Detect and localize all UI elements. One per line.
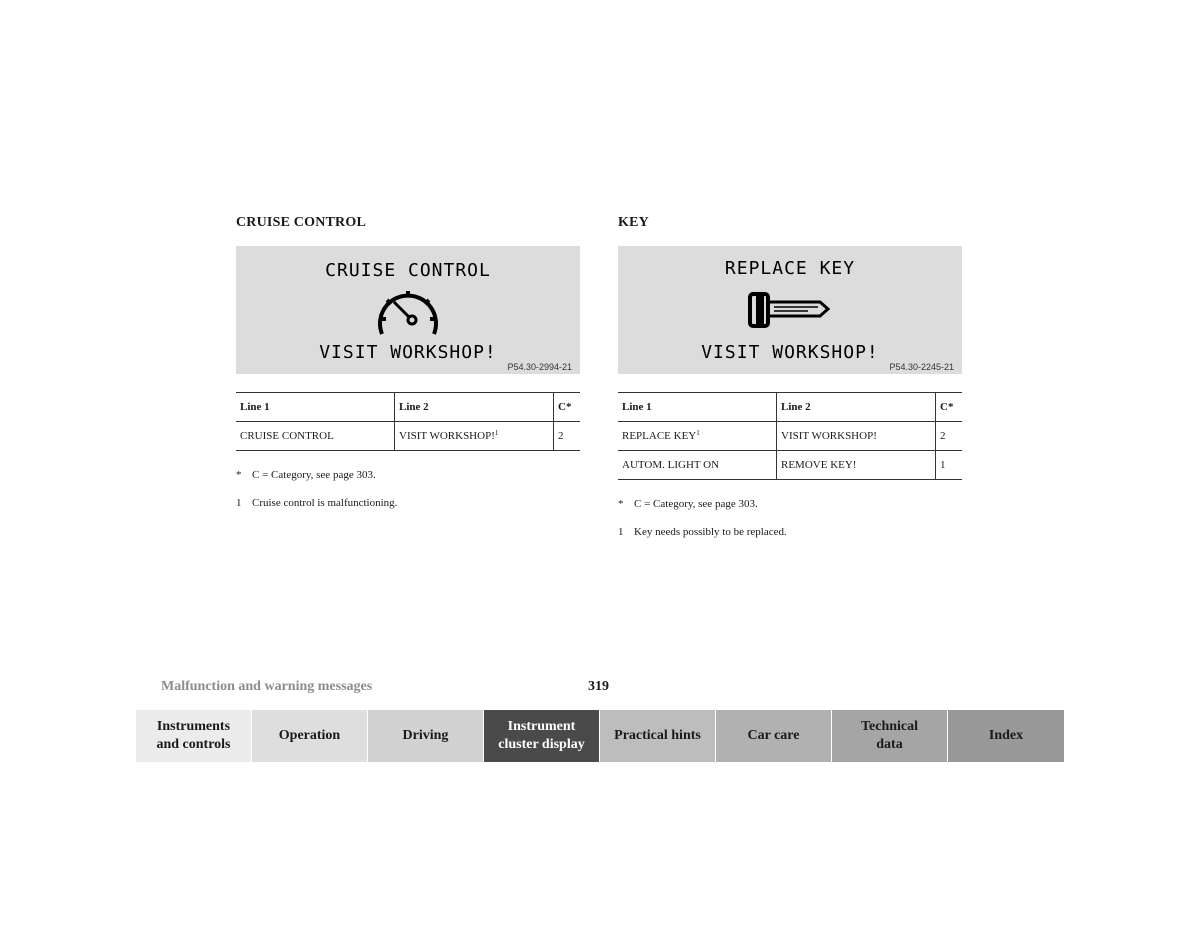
cell-category: 2: [554, 422, 581, 451]
table-header-row: [236, 393, 580, 422]
footnote: [236, 497, 580, 509]
speedometer-icon: [372, 282, 444, 342]
message-table: [236, 392, 580, 451]
figure-code: P54.30-2994-21: [507, 362, 572, 372]
key-section: [618, 214, 962, 538]
tab-car-care[interactable]: Car care: [716, 710, 832, 762]
header-line1: Line 1: [236, 393, 395, 422]
display-illustration: [618, 246, 962, 374]
footnote-mark: *: [236, 469, 242, 481]
display-line-top: CRUISE CONTROL: [325, 260, 491, 281]
table-header-row: [618, 393, 962, 422]
footnote-text: Key needs possibly to be replaced.: [634, 526, 787, 538]
cell-line1: CRUISE CONTROL: [236, 422, 395, 451]
footnote: [236, 469, 580, 481]
cruise-control-section: [236, 214, 580, 509]
cell-line2: VISIT WORKSHOP!: [777, 422, 936, 451]
figure-code: P54.30-2245-21: [889, 362, 954, 372]
chapter-nav: [136, 710, 1064, 762]
page-number: 319: [588, 679, 609, 694]
cell-line1: AUTOM. LIGHT ON: [618, 451, 777, 480]
display-line-bottom: VISIT WORKSHOP!: [701, 342, 879, 363]
tab-operation[interactable]: Operation: [252, 710, 368, 762]
header-line1: Line 1: [618, 393, 777, 422]
header-line2: Line 2: [777, 393, 936, 422]
footnote: [618, 498, 962, 510]
header-category: C*: [554, 393, 581, 422]
footnote-text: Cruise control is malfunctioning.: [252, 497, 398, 509]
cell-line2: VISIT WORKSHOP!$^1$: [395, 422, 554, 451]
table-row: [618, 451, 962, 480]
cell-category: 2: [936, 422, 963, 451]
cell-line1: REPLACE KEY$^1$: [618, 422, 777, 451]
footnote-text: C = Category, see page 303.: [634, 498, 758, 510]
footer-section-title: Malfunction and warning messages: [161, 679, 373, 694]
footnote-mark: *: [618, 498, 624, 510]
header-category: C*: [936, 393, 963, 422]
display-line-bottom: VISIT WORKSHOP!: [319, 342, 497, 363]
footnote-mark: 1: [236, 497, 242, 509]
footnote: [618, 526, 962, 538]
cell-line2: REMOVE KEY!: [777, 451, 936, 480]
header-line2: Line 2: [395, 393, 554, 422]
table-row: [618, 422, 962, 451]
key-icon: [748, 290, 832, 330]
message-table: [618, 392, 962, 480]
footnote-text: C = Category, see page 303.: [252, 469, 376, 481]
tab-instruments-and-controls[interactable]: Instruments and controls: [136, 710, 252, 762]
tab-instrument-cluster-display[interactable]: Instrument cluster display: [484, 710, 600, 762]
section-title: KEY: [618, 215, 649, 230]
tab-driving[interactable]: Driving: [368, 710, 484, 762]
tab-technical-data[interactable]: Technical data: [832, 710, 948, 762]
table-row: [236, 422, 580, 451]
display-illustration: [236, 246, 580, 374]
footnote-mark: 1: [618, 526, 624, 538]
cell-category: 1: [936, 451, 963, 480]
tab-practical-hints[interactable]: Practical hints: [600, 710, 716, 762]
tab-index[interactable]: Index: [948, 710, 1064, 762]
display-line-top: REPLACE KEY: [724, 258, 856, 279]
section-title: CRUISE CONTROL: [236, 215, 366, 230]
